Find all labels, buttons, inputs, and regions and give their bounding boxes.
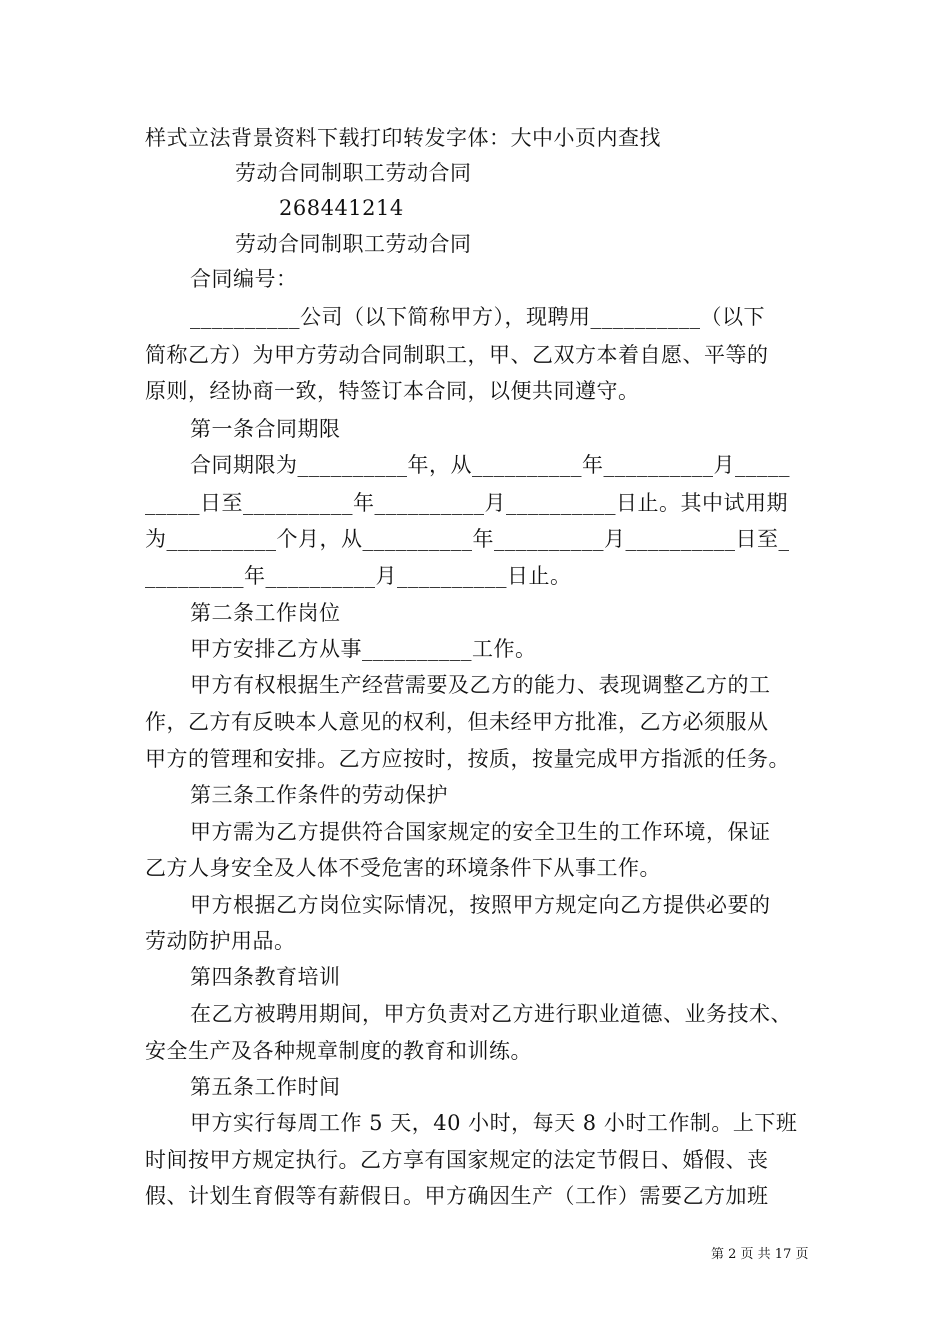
article5-heading: 第五条工作时间	[190, 1075, 341, 1099]
toolbar-text-line: 样式立法背景资料下载打印转发字体：大中小页内查找	[145, 126, 661, 150]
article5-p1-line-2: 时间按甲方规定执行。乙方享有国家规定的法定节假日、婚假、丧	[145, 1148, 769, 1172]
article2-p2-line-3: 甲方的管理和安排。乙方应按时，按质，按量完成甲方指派的任务。	[145, 747, 790, 771]
article4-heading: 第四条教育培训	[190, 965, 341, 989]
article2-p2-line-1: 甲方有权根据生产经营需要及乙方的能力、表现调整乙方的工	[190, 673, 771, 697]
article1-line-2: _____日至__________年__________月__________日止。其中试用期	[145, 491, 788, 515]
page-number: 第 2 页 共 17 页	[711, 1247, 809, 1262]
article5-p1-line-3: 假、计划生育假等有薪假日。甲方确因生产（工作）需要乙方加班	[145, 1184, 769, 1208]
article5-p1-line-1: 甲方实行每周工作 5 天，40 小时，每天 8 小时工作制。上下班	[190, 1111, 798, 1135]
article1-line-1: 合同期限为__________年，从__________年__________月_____	[190, 453, 790, 477]
document-subtitle: 劳动合同制职工劳动合同	[235, 232, 472, 256]
article3-heading: 第三条工作条件的劳动保护	[190, 783, 448, 807]
intro-line-2: 简称乙方）为甲方劳动合同制职工，甲、乙双方本着自愿、平等的	[145, 343, 769, 367]
intro-line-3: 原则，经协商一致，特签订本合同，以便共同遵守。	[145, 379, 640, 403]
article1-heading: 第一条合同期限	[190, 417, 341, 441]
article4-p1-line-1: 在乙方被聘用期间，甲方负责对乙方进行职业道德、业务技术、	[190, 1002, 792, 1026]
article3-p1-line-1: 甲方需为乙方提供符合国家规定的安全卫生的工作环境，保证	[190, 820, 771, 844]
article2-p2-line-2: 作，乙方有反映本人意见的权利，但未经甲方批准，乙方必须服从	[145, 710, 769, 734]
article3-p2-line-2: 劳动防护用品。	[145, 929, 296, 953]
contract-number-label: 合同编号：	[190, 267, 298, 291]
document-title: 劳动合同制职工劳动合同	[235, 161, 472, 185]
article1-line-4: _________年__________月__________日止。	[145, 564, 572, 588]
article2-heading: 第二条工作岗位	[190, 601, 341, 625]
article4-p1-line-2: 安全生产及各种规章制度的教育和训练。	[145, 1039, 532, 1063]
article3-p1-line-2: 乙方人身安全及人体不受危害的环境条件下从事工作。	[145, 856, 661, 880]
article2-p1: 甲方安排乙方从事__________工作。	[190, 637, 537, 661]
document-number: 268441214	[279, 196, 404, 220]
article1-line-3: 为__________个月，从__________年__________月__________日至_	[145, 527, 790, 551]
article3-p2-line-1: 甲方根据乙方岗位实际情况，按照甲方规定向乙方提供必要的	[190, 893, 771, 917]
intro-line-1: __________公司（以下简称甲方），现聘用__________（以下	[190, 305, 765, 329]
